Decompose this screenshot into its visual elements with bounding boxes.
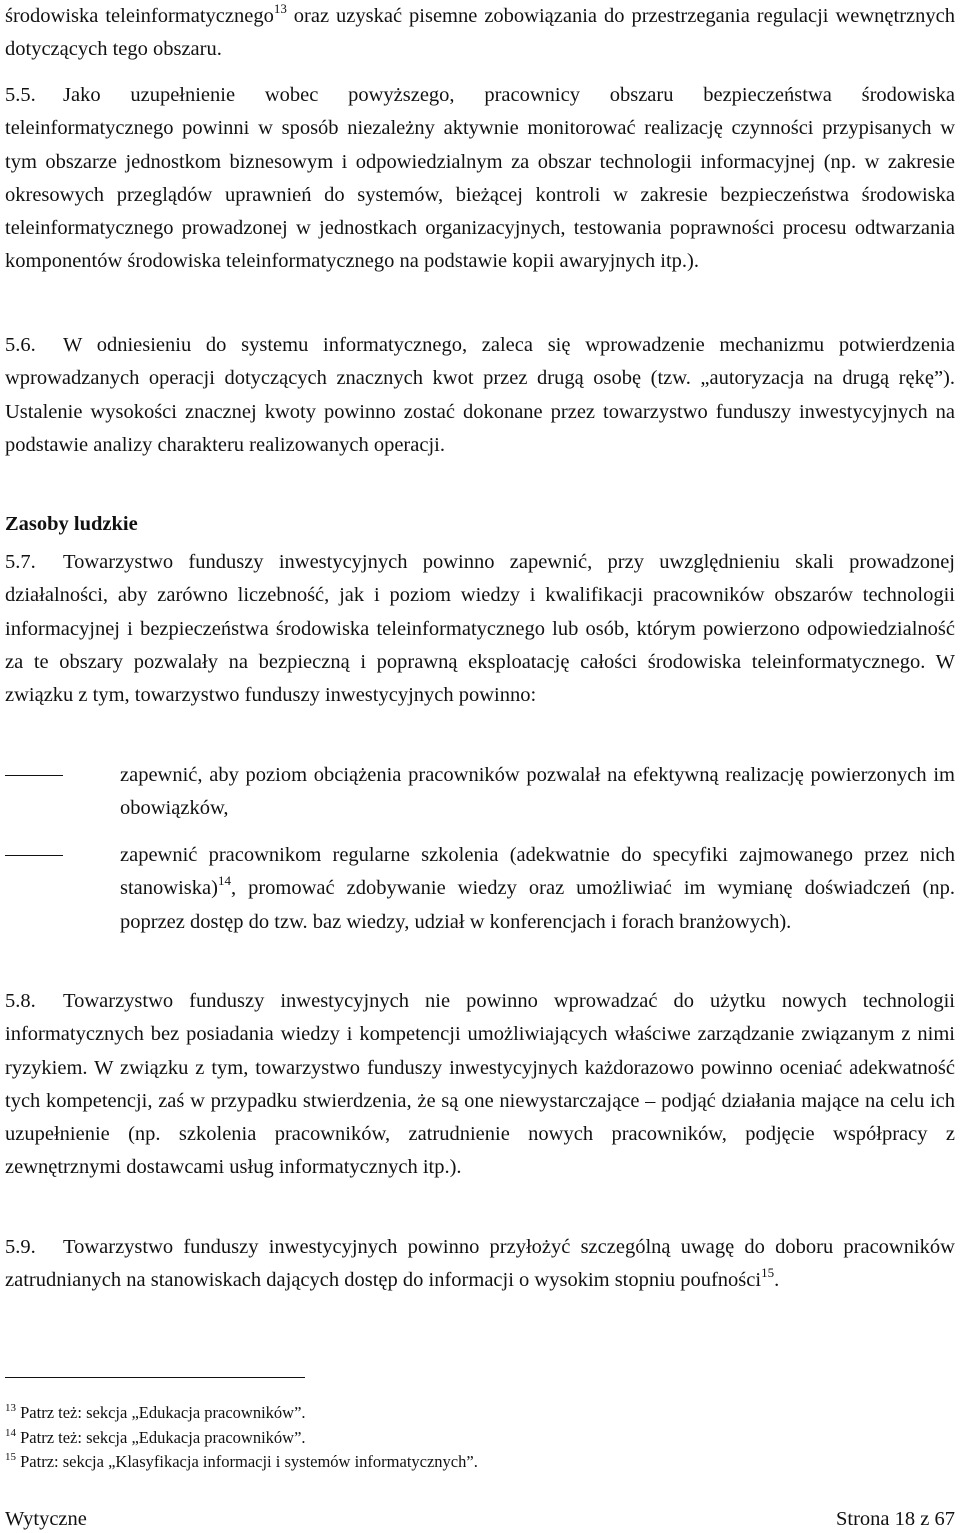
paragraph-text: W odniesieniu do systemu informatycznego, zaleca się wprowadzenie mechanizmu potwierdzenia wprowadzanych operacji dotyczących znacznych kwot przez drugą osobę (tzw. „autoryzacja na drugą rękę”). Ustalenie wysokości znacznej kwoty powinno zostać dokonane przez towarzystwo funduszy inwestycyjnych na podstawie analizy charakteru realizowanych operacji. [5,334,955,456]
list-item [5,759,955,826]
paragraph-text: Towarzystwo funduszy inwestycyjnych powinno przyłożyć szczególną uwagę do doboru pracowników zatrudnianych na stanowiskach dających dostęp do informacji o wysokim stopniu poufności [5,1236,955,1292]
paragraph-5-9: 5.9. Towarzystwo funduszy inwestycyjnych powinno przyłożyć szczególną uwagę do doboru pracowników zatrudnianych na stanowiskach dających dostęp do informacji o wysokim stopniu poufności$^{15}$. [5,1231,955,1298]
list-item-text: zapewnić pracownikom regularne szkolenia (adekwatnie do specyfiki zajmowanego przez nich stanowiska)$^{14}$, promować zdobywanie wiedzy oraz umożliwiać im wymianę doświadczeń (np. poprzez dostęp do tzw. baz wiedzy, udział w konferencjach i forach branżowych). [120,844,955,933]
footnote-text: Patrz też: sekcja „Edukacja pracowników”. [16,1403,306,1422]
paragraph-text: Towarzystwo funduszy inwestycyjnych powinno zapewnić, przy uwzględnieniu skali prowadzonej działalności, aby zarówno liczebność, jak i poziom wiedzy i kwalifikacji pracowników obszarów technologii informacyjnej i bezpieczeństwa środowiska teleinformatycznego lub osób, którym powierzono odpowiedzialność za te obszary pozwalały na bezpieczną i poprawną eksploatację całości środowiska teleinformatycznego. W związku z tym, towarzystwo funduszy inwestycyjnych powinno: [5,551,955,707]
paragraph-text: Towarzystwo funduszy inwestycyjnych nie powinno wprowadzać do użytku nowych technologii informatycznych bez posiadania wiedzy i kompetencji umożliwiających właściwe zarządzanie związanym z nimi ryzykiem. W związku z tym, towarzystwo funduszy inwestycyjnych każdorazowo powinno oceniać adekwatność tych kompetencji, zaś w przypadku stwierdzenia, że są one niewystarczające – podjąć działania mające na celu ich uzupełnienie (np. szkolenia pracowników, zatrudnienie nowych pracowników, podjęcie współpracy z zewnętrznymi dostawcami usług informatycznych itp.). [5,990,955,1179]
footnote-ref-15[interactable]: 15 [761,1265,775,1281]
paragraph-text: Jako uzupełnienie wobec powyższego, pracownicy obszaru bezpieczeństwa środowiska teleinformatycznego powinni w sposób niezależny aktywnie monitorować realizację czynności przypisanych w tym obszarze jednostkom biznesowym i odpowiedzialnym za obszar technologii informacyjnej (np. w zakresie okresowych przeglądów uprawnień do systemów, bieżącej kontroli w zakresie bezpieczeństwa środowiska teleinformatycznego prowadzonej w jednostkach organizacyjnych, testowania poprawności procesu odtwarzania komponentów środowiska teleinformatycznego na podstawie kopii awaryjnych itp.). [5,84,955,273]
list-item [5,839,955,939]
dash-bullet [5,775,63,776]
dash-bullet [5,855,63,856]
footnote-number: 13 [5,1401,16,1414]
paragraph-continuation [5,0,955,67]
paragraph-text: środowiska teleinformatycznego [5,5,274,27]
footnote-number: 14 [5,1426,16,1439]
footnote-ref-13[interactable]: 13 [273,1,287,17]
footnote-ref-14[interactable]: 14 [217,873,231,889]
footnote-separator [5,1377,305,1378]
list-item-text: zapewnić, aby poziom obciążenia pracowników pozwalał na efektywną realizację powierzonych im obowiązków, [120,764,955,820]
paragraph-5-5 [5,79,955,279]
paragraph-number: 5.9. [5,1236,36,1258]
footer-page-number: Strona 18 z 67 [836,1508,955,1530]
footnote-15 [5,1452,478,1472]
paragraph-number: 5.5. [5,84,36,106]
paragraph-5-8 [5,985,955,1185]
footnote-14 [5,1428,306,1448]
paragraph-5-6 [5,329,955,462]
section-heading: Zasoby ludzkie [5,513,138,535]
footnote-number: 15 [5,1450,16,1463]
paragraph-number: 5.8. [5,990,36,1012]
footnote-text: Patrz: sekcja „Klasyfikacja informacji i systemów informatycznych”. [16,1452,478,1471]
paragraph-number: 5.7. [5,551,36,573]
paragraph-text: oraz uzyskać pisemne zobowiązania do przestrzegania regulacji wewnętrznych dotyczących tego obszaru. [5,5,955,61]
paragraph-5-7 [5,546,955,712]
footer-document-title: Wytyczne [5,1508,87,1530]
footnote-text: Patrz też: sekcja „Edukacja pracowników”. [16,1428,306,1447]
footnote-13 [5,1403,306,1423]
paragraph-number: 5.6. [5,334,36,356]
